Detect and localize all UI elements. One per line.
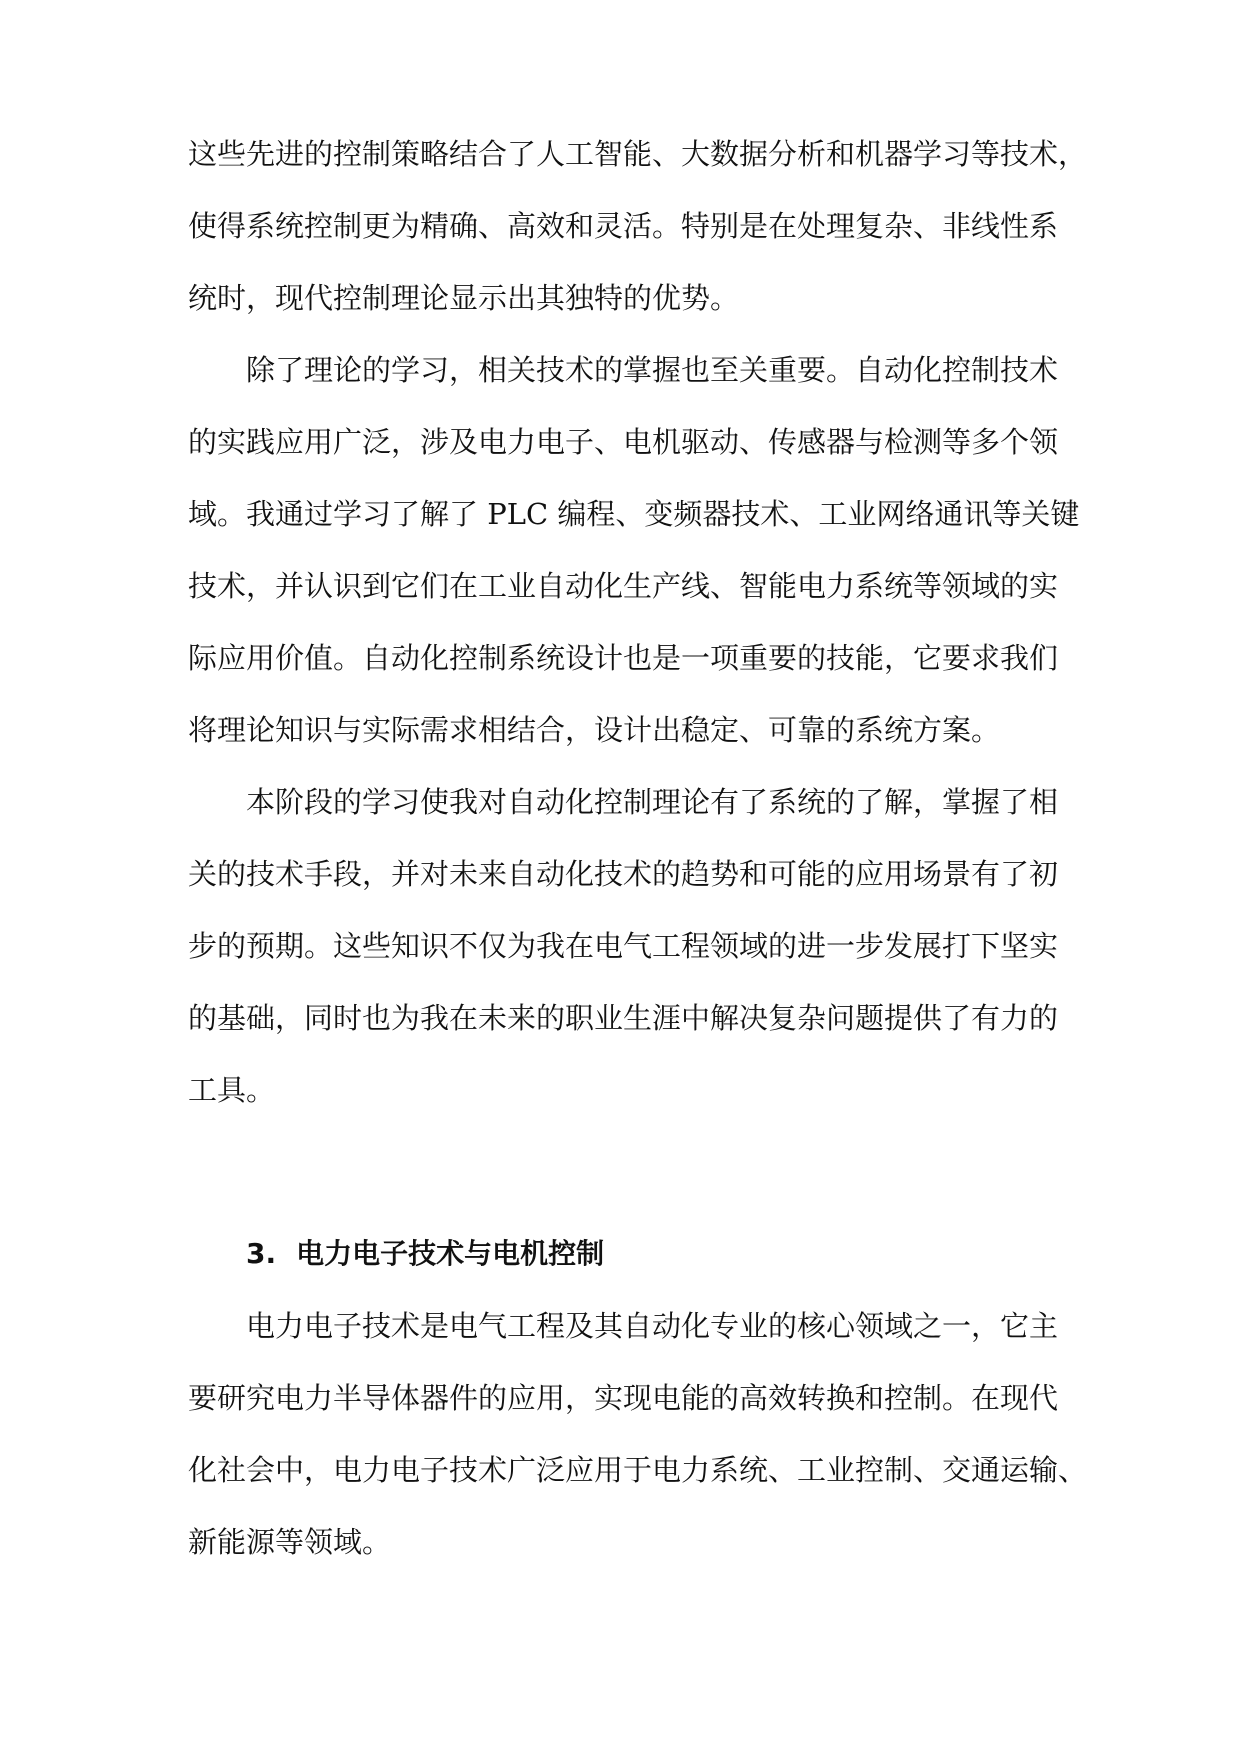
section-number: 3. — [246, 1237, 277, 1270]
text-line: 的基础，同时也为我在未来的职业生涯中解决复杂问题提供了有力的 — [188, 1001, 1059, 1035]
text-line: 使得系统控制更为精确、高效和灵活。特别是在处理复杂、非线性系 — [188, 209, 1059, 243]
text-line: 统时，现代控制理论显示出其独特的优势。 — [188, 281, 740, 315]
text-line: 域。我通过学习了解了 PLC 编程、变频器技术、工业网络通讯等关键 — [188, 497, 1080, 531]
text-line: 化社会中，电力电子技术广泛应用于电力系统、工业控制、交通运输、 — [188, 1453, 1088, 1487]
text-line: 技术，并认识到它们在工业自动化生产线、智能电力系统等领域的实 — [188, 569, 1059, 603]
section-heading — [246, 1234, 604, 1274]
text-line: 电力电子技术是电气工程及其自动化专业的核心领域之一，它主 — [246, 1309, 1059, 1343]
text-line: 关的技术手段，并对未来自动化技术的趋势和可能的应用场景有了初 — [188, 857, 1059, 891]
text-line: 工具。 — [188, 1073, 276, 1107]
text-line: 的实践应用广泛，涉及电力电子、电机驱动、传感器与检测等多个领 — [188, 425, 1059, 459]
text-line: 本阶段的学习使我对自动化控制理论有了系统的了解，掌握了相 — [246, 785, 1059, 819]
text-line: 新能源等领域。 — [188, 1525, 392, 1559]
section-title: 电力电子技术与电机控制 — [296, 1237, 605, 1270]
text-line: 将理论知识与实际需求相结合，设计出稳定、可靠的系统方案。 — [188, 713, 1001, 747]
text-line: 步的预期。这些知识不仅为我在电气工程领域的进一步发展打下坚实 — [188, 929, 1059, 963]
text-line: 这些先进的控制策略结合了人工智能、大数据分析和机器学习等技术， — [188, 137, 1088, 171]
text-line: 除了理论的学习，相关技术的掌握也至关重要。自动化控制技术 — [246, 353, 1059, 387]
text-line: 际应用价值。自动化控制系统设计也是一项重要的技能，它要求我们 — [188, 641, 1059, 675]
text-line: 要研究电力半导体器件的应用，实现电能的高效转换和控制。在现代 — [188, 1381, 1059, 1415]
